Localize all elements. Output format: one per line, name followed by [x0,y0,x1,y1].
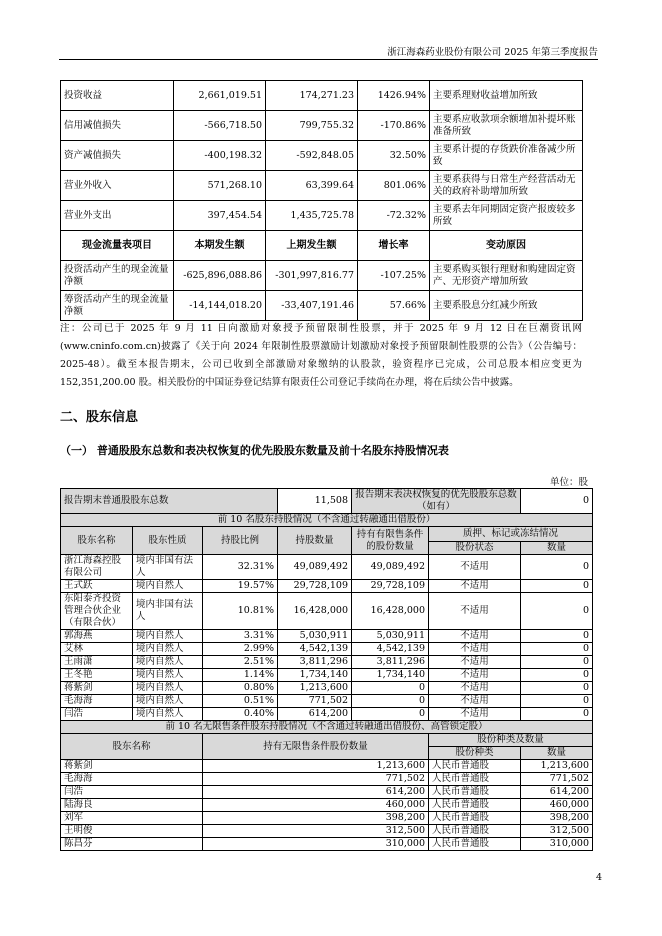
unres-amount: 312,500 [521,825,593,838]
holder-restricted: 16,428,000 [352,593,429,630]
unres-amount: 1,213,600 [521,760,593,773]
unres-class: 人民币普通股 [429,773,521,786]
holder-status: 不适用 [429,630,521,643]
reason-cell: 主要系应收款项余额增加补提坏账准备所致 [430,111,583,141]
holder-name: 浙江海森控股有限公司 [61,555,133,580]
current-cell: -566,718.50 [174,111,266,141]
prior-cell: -592,848.05 [266,141,358,171]
header-item: 现金流量表项目 [61,231,174,261]
holder-nature: 境内自然人 [133,630,203,643]
change-cell: 1426.94% [358,81,430,111]
cashflow-header-row [61,231,583,261]
subsection-title: （一） 普通股股东总数和表决权恢复的优先股股东数量及前十名股东持股情况表 [60,444,449,457]
holder-amount: 0 [521,630,593,643]
holder-qty: 49,089,492 [278,555,352,580]
unres-header-class: 股份种类 [429,747,521,760]
unres-class: 人民币普通股 [429,825,521,838]
holder-name: 王式跃 [61,580,133,593]
current-cell: -400,198.32 [174,141,266,171]
item-cell: 营业外支出 [61,201,174,231]
holder-nature: 境内自然人 [133,708,203,721]
unres-name: 陈昌芬 [61,838,203,851]
header-pledge: 质押、标记或冻结情况 [429,527,593,542]
holder-restricted: 0 [352,695,429,708]
holder-status: 不适用 [429,708,521,721]
holder-restricted: 1,734,140 [352,669,429,682]
holder-name: 蒋紫剑 [61,682,133,695]
reason-cell: 主要系计提的存货跌价准备减少所致 [430,141,583,171]
holder-qty: 16,428,000 [278,593,352,630]
holder-status: 不适用 [429,580,521,593]
table-row [61,669,593,682]
current-cell: 2,661,019.51 [174,81,266,111]
prior-cell: -33,407,191.46 [266,291,358,321]
table-row [61,825,593,838]
table-row [61,799,593,812]
reason-cell: 主要系去年同期固定资产报废较多所致 [430,201,583,231]
table-row [61,201,583,231]
holder-nature: 境内自然人 [133,682,203,695]
unrestricted-title-row [61,721,593,734]
holder-restricted: 4,542,139 [352,643,429,656]
holder-amount: 0 [521,695,593,708]
unres-class: 人民币普通股 [429,786,521,799]
unres-qty: 614,200 [203,786,429,799]
current-cell: -625,896,088.86 [174,261,266,291]
unit-label: 单位：股 [549,477,588,488]
unres-name: 蒋紫剑 [61,760,203,773]
holder-qty: 1,213,600 [278,682,352,695]
page-number: 4 [595,872,602,883]
header-reason: 变动原因 [430,231,583,261]
current-cell: -14,144,018.20 [174,291,266,321]
top10-title-row [61,514,593,527]
table-row [61,141,583,171]
holder-qty: 29,728,109 [278,580,352,593]
holder-restricted: 49,089,492 [352,555,429,580]
total-holders-label: 报告期末普通股股东总数 [61,489,278,514]
holder-name: 艾林 [61,643,133,656]
holder-nature: 境内自然人 [133,656,203,669]
holder-amount: 0 [521,708,593,721]
unres-qty: 312,500 [203,825,429,838]
change-cell: -72.32% [358,201,430,231]
holder-nature: 境内非国有法人 [133,593,203,630]
table-row [61,111,583,141]
unres-header-amount: 数量 [521,747,593,760]
header-restricted: 持有有限售条件的股份数量 [352,527,429,555]
holder-qty: 771,502 [278,695,352,708]
holder-restricted: 29,728,109 [352,580,429,593]
holder-ratio: 1.14% [203,669,278,682]
table-row [61,580,593,593]
item-cell: 投资收益 [61,81,174,111]
holder-ratio: 0.51% [203,695,278,708]
holder-status: 不适用 [429,695,521,708]
prior-cell: 1,435,725.78 [266,201,358,231]
table-row [61,261,583,291]
reason-cell: 主要系理财收益增加所致 [430,81,583,111]
holder-name: 毛海海 [61,695,133,708]
holder-ratio: 19.57% [203,580,278,593]
pref-holders-label: 报告期末表决权恢复的优先股股东总数（如有） [352,489,521,514]
report-header: 浙江海森药业股份有限公司 2025 年第三季度报告 [387,47,598,58]
change-cell: -107.25% [358,261,430,291]
pref-holders-value: 0 [521,489,593,514]
unres-amount: 310,000 [521,838,593,851]
table-row [61,291,583,321]
holder-amount: 0 [521,593,593,630]
change-cell: -170.86% [358,111,430,141]
holder-ratio: 10.81% [203,593,278,630]
header-change: 增长率 [358,231,430,261]
top10-title: 前 10 名股东持股情况（不含通过转融通出借股份） [61,514,593,527]
holder-restricted: 5,030,911 [352,630,429,643]
table-row [61,773,593,786]
holder-restricted: 0 [352,708,429,721]
header-prior: 上期发生额 [266,231,358,261]
table-row [61,812,593,825]
holder-status: 不适用 [429,656,521,669]
holder-name: 郭海燕 [61,630,133,643]
unres-qty: 310,000 [203,838,429,851]
holder-status: 不适用 [429,669,521,682]
holder-name: 王雨潇 [61,656,133,669]
unres-qty: 1,213,600 [203,760,429,773]
prior-cell: 799,755.32 [266,111,358,141]
unres-amount: 398,200 [521,812,593,825]
holder-name: 东阳泰齐投资管理合伙企业（有限合伙） [61,593,133,630]
holder-restricted: 0 [352,682,429,695]
item-cell: 资产减值损失 [61,141,174,171]
change-analysis-table [60,80,583,321]
reason-cell: 主要系获得与日常生产经营活动无关的政府补助增加所致 [430,171,583,201]
unres-header-class-group: 股份种类及数量 [429,734,593,747]
holder-ratio: 2.51% [203,656,278,669]
holder-restricted: 3,811,296 [352,656,429,669]
item-cell: 营业外收入 [61,171,174,201]
table-row [61,786,593,799]
prior-cell: 63,399.64 [266,171,358,201]
header-name: 股东名称 [61,527,133,555]
holder-amount: 0 [521,555,593,580]
holder-nature: 境内自然人 [133,580,203,593]
shareholder-table [60,488,593,851]
current-cell: 571,268.10 [174,171,266,201]
holder-nature: 境内非国有法人 [133,555,203,580]
holder-amount: 0 [521,656,593,669]
unrestricted-header-row [61,734,593,747]
holder-qty: 4,542,139 [278,643,352,656]
item-cell: 筹资活动产生的现金流量净额 [61,291,174,321]
prior-cell: 174,271.23 [266,81,358,111]
table-row [61,630,593,643]
holder-amount: 0 [521,682,593,695]
table-row [61,708,593,721]
holder-name: 闫浩 [61,708,133,721]
unres-name: 闫浩 [61,786,203,799]
unres-class: 人民币普通股 [429,760,521,773]
holder-ratio: 2.99% [203,643,278,656]
holder-nature: 境内自然人 [133,643,203,656]
total-holders-value: 11,508 [278,489,352,514]
unres-header-qty: 持有无限售条件股份数量 [203,734,429,760]
unres-class: 人民币普通股 [429,799,521,812]
unres-class: 人民币普通股 [429,812,521,825]
holder-ratio: 3.31% [203,630,278,643]
holder-name: 王冬艳 [61,669,133,682]
section-title: 二、股东信息 [60,410,139,425]
table-row [61,171,583,201]
change-cell: 801.06% [358,171,430,201]
holder-qty: 3,811,296 [278,656,352,669]
header-current: 本期发生额 [174,231,266,261]
holder-amount: 0 [521,580,593,593]
holder-status: 不适用 [429,643,521,656]
change-cell: 57.66% [358,291,430,321]
header-status: 股份状态 [429,542,521,555]
table-row [61,695,593,708]
unres-qty: 460,000 [203,799,429,812]
unres-class: 人民币普通股 [429,838,521,851]
unres-name: 王明俊 [61,825,203,838]
header-row [61,527,593,542]
item-cell: 投资活动产生的现金流量净额 [61,261,174,291]
holder-nature: 境内自然人 [133,695,203,708]
holder-status: 不适用 [429,593,521,630]
header-qty: 持股数量 [278,527,352,555]
unres-amount: 614,200 [521,786,593,799]
totals-row [61,489,593,514]
unres-name: 毛海海 [61,773,203,786]
header-ratio: 持股比例 [203,527,278,555]
holder-ratio: 0.80% [203,682,278,695]
unres-amount: 460,000 [521,799,593,812]
reason-cell: 主要系股息分红减少所致 [430,291,583,321]
change-cell: 32.50% [358,141,430,171]
header-nature: 股东性质 [133,527,203,555]
holder-amount: 0 [521,669,593,682]
table-row [61,838,593,851]
unrestricted-title: 前 10 名无限售条件股东持股情况（不含通过转融通出借股份、高管锁定股） [61,721,593,734]
holder-qty: 614,200 [278,708,352,721]
unres-name: 陆海良 [61,799,203,812]
holder-ratio: 0.40% [203,708,278,721]
header-rule [59,59,598,60]
reason-cell: 主要系购买银行理财和购建固定资产、无形资产增加所致 [430,261,583,291]
current-cell: 397,454.54 [174,201,266,231]
table-row [61,81,583,111]
holder-status: 不适用 [429,555,521,580]
unres-header-name: 股东名称 [61,734,203,760]
unres-name: 刘军 [61,812,203,825]
unres-qty: 771,502 [203,773,429,786]
table-row [61,682,593,695]
table-row [61,593,593,630]
unres-qty: 398,200 [203,812,429,825]
table-row [61,656,593,669]
item-cell: 信用减值损失 [61,111,174,141]
table-row [61,760,593,773]
disclosure-note: 注：公司已于 2025 年 9 月 11 日向激励对象授予预留限制性股票，并于 2025 年 9 月 12 日在巨潮资讯网(www.cninfo.com.cn)披露了《关于向 2024 年限制性股票激励计划激励对象授予预留限制性股票的公告》（公告编号：2025-48）。截至本报告期末，公司已收到全部激励对象缴纳的认股款，验资程序已完成，公司总股本相应变更为 152,351,200.00 股。相关股份的中国证券登记结算有限责任公司登记手续尚在办理，将在后续公告中披露。 [60,323,582,388]
holder-amount: 0 [521,643,593,656]
table-row [61,555,593,580]
holder-nature: 境内自然人 [133,669,203,682]
holder-status: 不适用 [429,682,521,695]
table-row [61,643,593,656]
holder-qty: 1,734,140 [278,669,352,682]
prior-cell: -301,997,816.77 [266,261,358,291]
holder-qty: 5,030,911 [278,630,352,643]
holder-ratio: 32.31% [203,555,278,580]
unres-amount: 771,502 [521,773,593,786]
header-amount: 数量 [521,542,593,555]
